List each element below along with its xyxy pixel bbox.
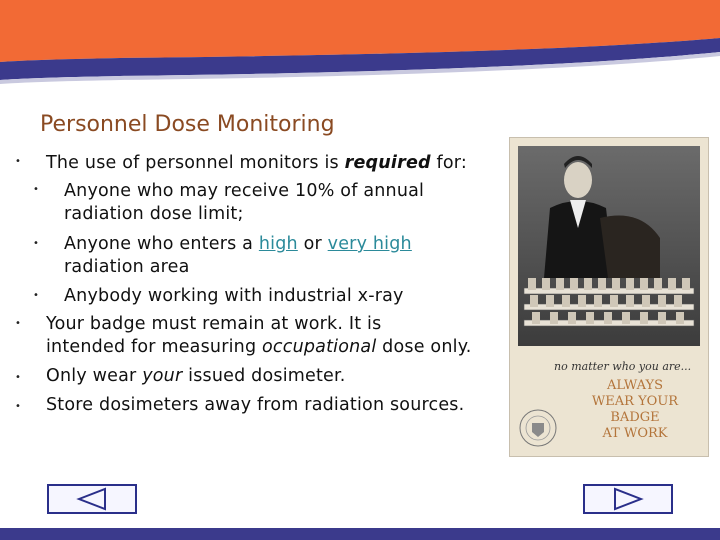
- previous-button[interactable]: [47, 484, 137, 514]
- bullet-marker: •: [15, 372, 22, 383]
- triangle-left-icon: [49, 486, 135, 512]
- bullet-own-dosimeter: Only wear your issued dosimeter.: [46, 366, 346, 386]
- poster-caption: no matter who you are...: [554, 360, 692, 373]
- bullet-badge-at-work: Your badge must remain at work. It is intended for measuring occupational dose only.: [46, 314, 472, 357]
- next-button[interactable]: [583, 484, 673, 514]
- slide-title: Personnel Dose Monitoring: [40, 112, 335, 137]
- bullet-marker: •: [15, 318, 22, 329]
- bullet-store-dosimeters: Store dosimeters away from radiation sources.: [46, 395, 465, 415]
- bullet-monitors-required: The use of personnel monitors is required for:: [46, 153, 467, 173]
- emphasis-required: required: [344, 153, 431, 173]
- link-high[interactable]: high: [258, 234, 298, 254]
- sub-bullet-annual-dose: Anyone who may receive 10% of annual radiation dose limit;: [64, 181, 425, 224]
- header-banner: [0, 0, 720, 95]
- bullet-marker: •: [15, 156, 22, 167]
- triangle-right-icon: [585, 486, 671, 512]
- sub-bullet-marker: •: [33, 238, 40, 249]
- poster-slogan: ALWAYS WEAR YOUR BADGE AT WORK: [591, 378, 679, 441]
- sub-bullet-radiation-area: Anyone who enters a high or very high radiation area: [64, 234, 412, 277]
- sub-bullet-marker: •: [33, 184, 40, 195]
- bullet-marker: •: [15, 401, 22, 412]
- badge-poster-image: [509, 137, 709, 457]
- footer-bar: [0, 528, 720, 540]
- sub-bullet-industrial-xray: Anybody working with industrial x-ray: [64, 286, 404, 306]
- sub-bullet-marker: •: [33, 290, 40, 301]
- link-very-high[interactable]: very high: [327, 234, 412, 254]
